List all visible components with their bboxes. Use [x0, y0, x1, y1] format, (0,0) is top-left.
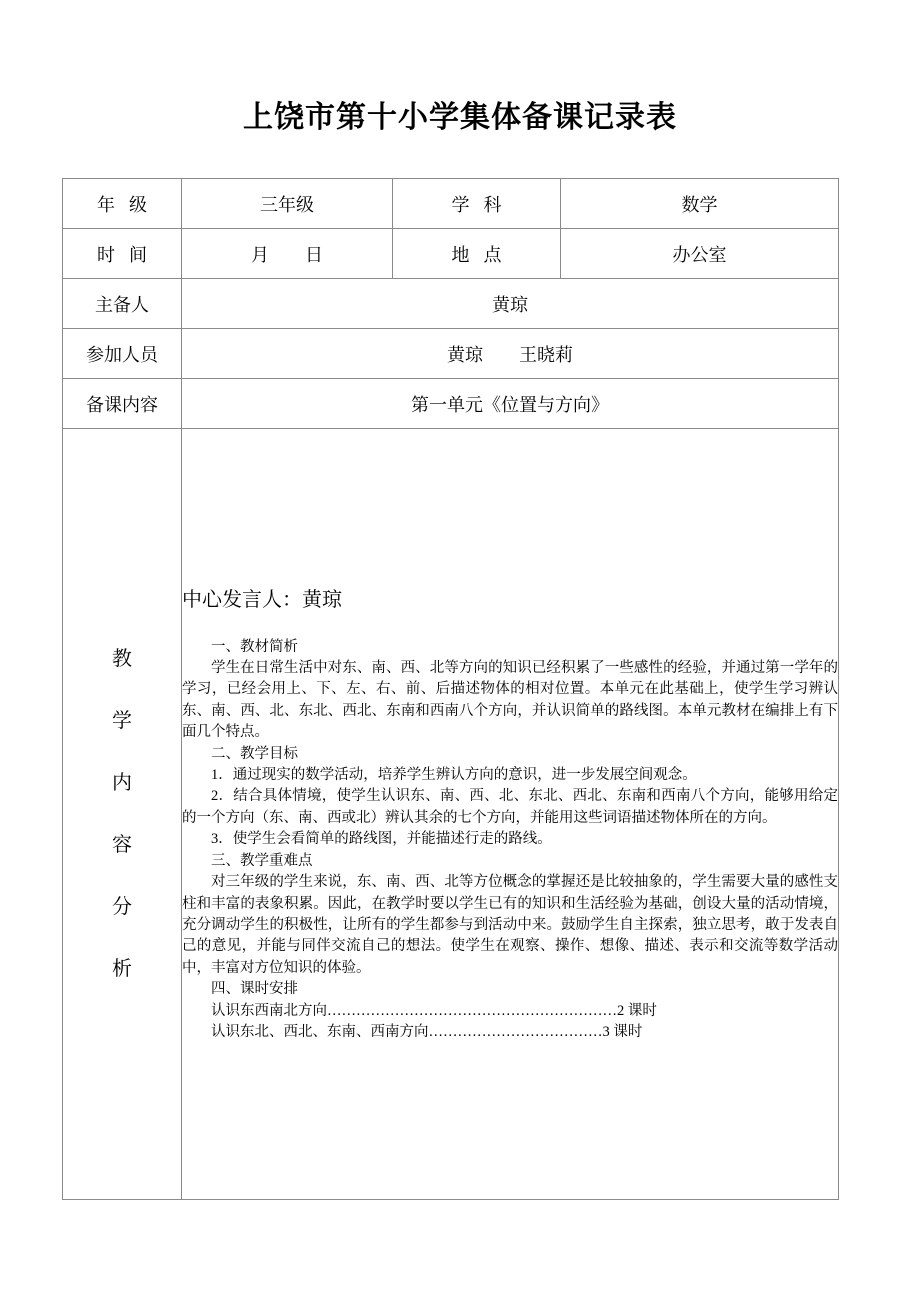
- schedule-leader-dots: ………………………………: [428, 1023, 603, 1040]
- vertical-label-char: 教: [112, 648, 132, 670]
- label-lead-preparer: 主备人: [63, 279, 182, 329]
- section-heading-materials: 一、教材简析: [211, 638, 298, 655]
- lesson-prep-record-table: [62, 178, 839, 1200]
- schedule-topic: 认识东西南北方向: [211, 1002, 327, 1019]
- central-speaker-line: 中心发言人：黄琼: [182, 588, 342, 611]
- table-row-content-analysis: [63, 429, 839, 1200]
- label-prep-content: 备课内容: [63, 379, 182, 429]
- vertical-label-char: 内: [112, 772, 132, 794]
- analysis-text: [182, 637, 838, 1044]
- objective-item-3: 3．使学生会看简单的路线图，并能描述行走的路线。: [211, 831, 552, 848]
- value-participants: 黄琼 王晓莉: [182, 329, 839, 379]
- label-grade: 年级: [63, 179, 182, 229]
- vertical-label-char: 分: [112, 896, 132, 918]
- section-heading-schedule: 四、课时安排: [211, 981, 298, 998]
- table-row-time: [63, 229, 839, 279]
- value-subject: 数学: [561, 179, 839, 229]
- schedule-row: [182, 1022, 838, 1043]
- schedule-topic: 认识东北、西北、东南、西南方向: [211, 1023, 429, 1040]
- value-lead-preparer: 黄琼: [182, 279, 839, 329]
- objective-item-1: 1．通过现实的数学活动，培养学生辨认方向的意识，进一步发展空间观念。: [211, 767, 697, 784]
- label-time: 时间: [63, 229, 182, 279]
- vertical-label-char: 容: [112, 834, 132, 856]
- page-title: 上饶市第十小学集体备课记录表: [243, 101, 677, 134]
- section-heading-objectives: 二、教学目标: [211, 745, 298, 762]
- table-row-participants: [63, 329, 839, 379]
- section-paragraph-materials: 学生在日常生活中对东、南、西、北等方向的知识已经积累了一些感性的经验，并通过第一学年的学习，已经会用上、下、左、右、前、后描述物体的相对位置。本单元在此基础上，使学生学习辨认东、南、西、北、东北、西北、东南和西南八个方向，并认识简单的路线图。本单元教材在编排上有下面几个特点。: [182, 660, 838, 741]
- content-analysis-body: [182, 429, 839, 1200]
- value-time: 月 日: [182, 229, 393, 279]
- section-paragraph-key-difficulties: 对三年级的学生来说，东、南、西、北等方位概念的掌握还是比较抽象的，学生需要大量的感性支柱和丰富的表象积累。因此，在教学时要以学生已有的知识和生活经验为基础，创设大量的活动情境，充分调动学生的积极性，让所有的学生都参与到活动中来。鼓励学生自主探索，独立思考，敢于发表自己的意见，并能与同伴交流自己的想法。使学生在观察、操作、想像、描述、表示和交流等数学活动中，丰富对方位知识的体验。: [182, 874, 838, 976]
- label-location: 地点: [393, 229, 561, 279]
- table-row-grade: [63, 179, 839, 229]
- vertical-label-char: 学: [112, 710, 132, 732]
- schedule-hours: 2 课时: [617, 1002, 657, 1019]
- schedule-hours: 3 课时: [602, 1023, 643, 1040]
- section-heading-key-difficulties: 三、教学重难点: [211, 852, 313, 869]
- vertical-label-char: 析: [112, 958, 132, 980]
- value-prep-content: 第一单元《位置与方向》: [182, 379, 839, 429]
- value-location: 办公室: [561, 229, 839, 279]
- table-row-lead-preparer: [63, 279, 839, 329]
- vertical-label-stack: [63, 628, 181, 1000]
- label-subject: 学科: [393, 179, 561, 229]
- objective-item-2: 2．结合具体情境，使学生认识东、南、西、北、东北、西北、东南和西南八个方向，能够用给定的一个方向（东、南、西或北）辨认其余的七个方向，并能用这些词语描述物体所在的方向。: [182, 788, 838, 826]
- schedule-row: [182, 1001, 838, 1022]
- table-row-prep-content: [63, 379, 839, 429]
- label-participants: 参加人员: [63, 329, 182, 379]
- value-grade: 三年级: [182, 179, 393, 229]
- schedule-leader-dots: ……………………………………………………: [327, 1002, 617, 1019]
- label-content-analysis: [63, 429, 182, 1200]
